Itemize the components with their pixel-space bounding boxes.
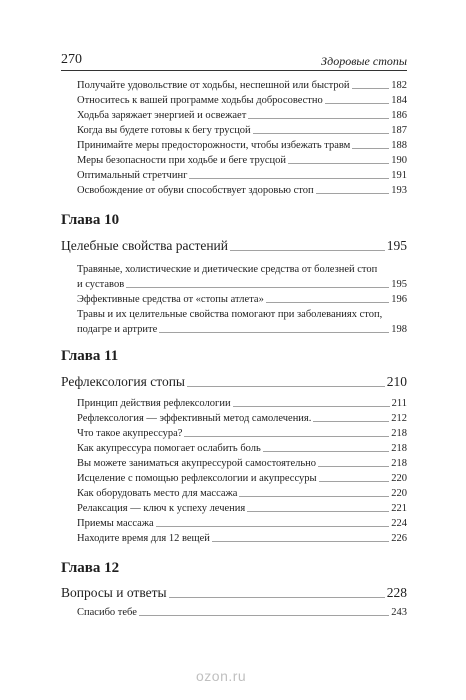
toc-entry[interactable]: Приемы массажа 224 [77, 518, 407, 529]
toc-entry[interactable]: Травяные, холистические и диетические средства от болезней стоп и суставов 195 [77, 264, 407, 290]
leader-dots [212, 541, 389, 542]
chapter-title-row [61, 238, 407, 254]
leader-dots [239, 496, 389, 497]
toc-entry[interactable]: Ходьба заряжает энергией и освежает 186 [77, 110, 407, 121]
leader-dots [253, 133, 390, 134]
toc-entry[interactable]: Оптимальный стретчинг 191 [77, 170, 407, 181]
watermark-logo: ozon.ru [196, 668, 247, 684]
page-number: 270 [61, 52, 82, 67]
page-header [61, 52, 407, 70]
leader-dots [247, 511, 389, 512]
toc-section-chapter-12 [61, 607, 407, 621]
leader-dots [189, 178, 389, 179]
toc-entry[interactable]: Травы и их целительные свойства помогают при заболеваниях стоп, подагре и артрите 198 [77, 309, 407, 335]
leader-dots [266, 302, 389, 303]
leader-dots [233, 406, 390, 407]
chapter-title-row [61, 585, 407, 601]
leader-dots [159, 332, 389, 333]
toc-entry[interactable]: Эффективные средства от «стопы атлета» 196 [77, 294, 407, 305]
leader-dots [352, 148, 389, 149]
leader-dots [313, 421, 389, 422]
leader-dots [263, 451, 389, 452]
leader-dots [325, 103, 389, 104]
chapter-heading: Глава 11 [61, 348, 119, 364]
leader-dots [139, 615, 389, 616]
leader-dots [318, 466, 389, 467]
leader-dots [126, 287, 389, 288]
chapter-heading: Глава 10 [61, 212, 120, 228]
toc-entry[interactable]: Как акупрессура помогает ослабить боль 218 [77, 443, 407, 454]
toc-entry[interactable]: Спасибо тебе 243 [77, 607, 407, 618]
leader-dots [319, 481, 390, 482]
toc-entry[interactable]: Освобождение от обуви способствует здоровью стоп 193 [77, 185, 407, 196]
header-rule [61, 70, 407, 71]
chapter-title[interactable]: Целебные свойства растений 195 [61, 238, 407, 253]
chapter-title[interactable]: Вопросы и ответы 228 [61, 585, 407, 600]
toc-entry[interactable]: Принимайте меры предосторожности, чтобы избежать травм 188 [77, 140, 407, 151]
chapter-title-row [61, 374, 407, 390]
leader-dots [169, 597, 385, 598]
leader-dots [156, 526, 390, 527]
leader-dots [230, 250, 385, 251]
toc-entry[interactable]: Что такое акупрессура? 218 [77, 428, 407, 439]
toc-entry[interactable]: Когда вы будете готовы к бегу трусцой 187 [77, 125, 407, 136]
toc-entry[interactable]: Релаксация — ключ к успеху лечения 221 [77, 503, 407, 514]
toc-entry[interactable]: Рефлексология — эффективный метод самолечения. 212 [77, 413, 407, 424]
chapter-heading: Глава 12 [61, 560, 120, 576]
toc-entry[interactable]: Получайте удовольствие от ходьбы, неспешной или быстрой 182 [77, 80, 407, 91]
toc-entry[interactable]: Как оборудовать место для массажа 220 [77, 488, 407, 499]
toc-section-continued [61, 80, 407, 200]
toc-entry[interactable]: Вы можете заниматься акупрессурой самостоятельно 218 [77, 458, 407, 469]
leader-dots [187, 386, 385, 387]
toc-entry[interactable]: Находите время для 12 вещей 226 [77, 533, 407, 544]
leader-dots [248, 118, 389, 119]
leader-dots [288, 163, 389, 164]
running-title: Здоровые стопы [321, 54, 407, 68]
leader-dots [352, 88, 390, 89]
leader-dots [316, 193, 390, 194]
toc-section-chapter-10 [61, 264, 407, 334]
toc-entry[interactable]: Относитесь к вашей программе ходьбы добросовестно 184 [77, 95, 407, 106]
toc-entry[interactable]: Принцип действия рефлексологии 211 [77, 398, 407, 409]
toc-entry[interactable]: Исцеление с помощью рефлексологии и акупрессуры 220 [77, 473, 407, 484]
toc-entry[interactable]: Меры безопасности при ходьбе и беге трусцой 190 [77, 155, 407, 166]
toc-section-chapter-11 [61, 398, 407, 548]
leader-dots [184, 436, 389, 437]
chapter-title[interactable]: Рефлексология стопы 210 [61, 374, 407, 389]
